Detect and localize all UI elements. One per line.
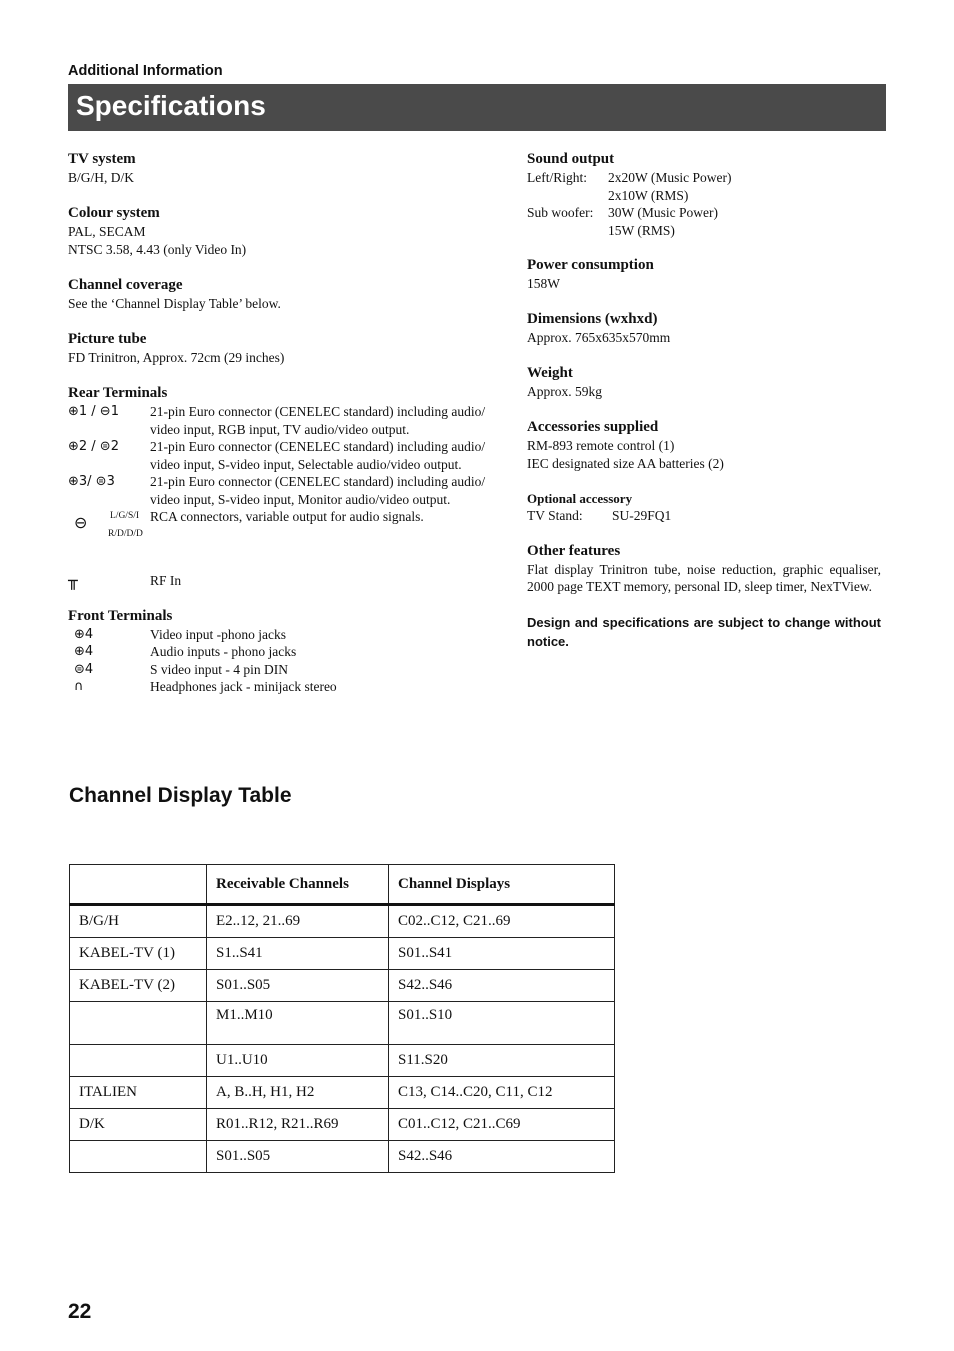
table-cell: S1..S41: [207, 938, 389, 970]
rca-left-label: L/G/S/I: [110, 511, 140, 521]
sound-row: [527, 204, 881, 222]
dimensions-value: Approx. 765x635x570mm: [527, 330, 671, 345]
optional-heading: Optional accessory: [527, 491, 633, 506]
weight-value: Approx. 59kg: [527, 384, 602, 399]
rear-terminal-rca: [68, 508, 513, 562]
terminal-desc: Headphones jack - minijack stereo: [150, 679, 337, 694]
other-features-heading: Other features: [527, 542, 621, 559]
rear-terminal-rf: [68, 572, 513, 590]
table-header-row: [70, 865, 615, 905]
table-header: [70, 865, 207, 905]
table-cell: KABEL-TV (1): [70, 938, 207, 970]
rca-right-label: R/D/D/D: [108, 529, 143, 539]
table-cell: C13, C14..C20, C11, C12: [389, 1077, 615, 1109]
accessory-line: RM-893 remote control (1): [527, 438, 675, 453]
sound-key: Sub woofer:: [527, 205, 594, 220]
right-column: [527, 150, 881, 651]
table-cell: M1..M10: [207, 1002, 389, 1045]
table-cell: D/K: [70, 1109, 207, 1141]
table-cell: R01..R12, R21..R69: [207, 1109, 389, 1141]
table-cell: S01..S05: [207, 1141, 389, 1173]
channel-table-title: Channel Display Table: [69, 784, 292, 807]
table-row: [70, 1109, 615, 1141]
channel-table: [69, 864, 615, 1173]
audio-out-icon: ⊖: [74, 513, 88, 532]
page-number: 22: [68, 1300, 92, 1323]
scart-icon: ⊕2 / ⊜2: [68, 439, 119, 454]
video-input-icon: ⊕4: [74, 626, 94, 642]
optional-row: [527, 507, 881, 525]
sound-output-heading: Sound output: [527, 151, 615, 167]
terminal-desc: video input, RGB input, TV audio/video output.: [150, 421, 410, 437]
audio-input-icon: ⊕4: [74, 644, 94, 659]
accessories-heading: Accessories supplied: [527, 419, 659, 435]
terminal-desc: RF In: [150, 573, 182, 588]
table-cell: [70, 1045, 207, 1077]
power-heading: Power consumption: [527, 257, 654, 273]
other-features-value: Flat display Trinitron tube, noise reduction, graphic equaliser, 2000 page TEXT memory, personal ID, sleep timer, NexTView.: [527, 561, 881, 594]
scart-icon: ⊕1 / ⊖1: [68, 404, 119, 419]
table-header: Channel Displays: [389, 865, 615, 905]
colour-system-line: PAL, SECAM: [68, 224, 146, 239]
tv-system-value: B/G/H, D/K: [68, 170, 135, 185]
table-row: [70, 1002, 615, 1045]
table-row: [70, 1141, 615, 1173]
accessory-line: IEC designated size AA batteries (2): [527, 456, 724, 471]
table-cell: ITALIEN: [70, 1077, 207, 1109]
page-title: Specifications: [76, 90, 266, 121]
picture-tube-heading: Picture tube: [68, 331, 147, 347]
sound-value: 15W (RMS): [608, 222, 675, 238]
power-value: 158W: [527, 276, 560, 291]
table-row: [70, 938, 615, 970]
table-cell: S01..S10: [389, 1002, 615, 1045]
channel-coverage-value: See the ‘Channel Display Table’ below.: [68, 296, 281, 311]
headphones-icon: ∩: [74, 679, 84, 694]
table-cell: E2..12, 21..69: [207, 905, 389, 938]
table-cell: U1..U10: [207, 1045, 389, 1077]
table-row: [70, 1077, 615, 1109]
terminal-desc: 21-pin Euro connector (CENELEC standard) including audio/: [150, 439, 486, 454]
table-cell: S11.S20: [389, 1045, 615, 1077]
sound-key: [527, 222, 608, 240]
table-cell: A, B..H, H1, H2: [207, 1077, 389, 1109]
terminal-desc: Video input -phono jacks: [150, 626, 287, 642]
terminal-desc: video input, S-video input, Monitor audio/video output.: [150, 491, 451, 507]
table-row: [70, 970, 615, 1002]
sound-row: [527, 169, 881, 187]
terminal-desc: S video input - 4 pin DIN: [150, 661, 288, 677]
table-cell: C02..C12, C21..69: [389, 905, 615, 938]
terminal-desc: 21-pin Euro connector (CENELEC standard) including audio/: [150, 474, 486, 489]
channel-coverage-heading: Channel coverage: [68, 277, 183, 293]
tv-system-heading: TV system: [68, 151, 136, 167]
sound-value: 30W (Music Power): [608, 205, 718, 220]
table-cell: B/G/H: [70, 905, 207, 938]
front-terminal-item: [68, 678, 513, 696]
terminal-desc: video input, S-video input, Selectable audio/video output.: [150, 456, 462, 472]
table-cell: S42..S46: [389, 970, 615, 1002]
front-terminal-item: [68, 643, 513, 661]
rear-terminal-item: [68, 473, 513, 508]
weight-heading: Weight: [527, 365, 573, 381]
colour-system-heading: Colour system: [68, 205, 160, 221]
scart-icon: ⊕3/ ⊜3: [68, 474, 115, 489]
optional-key: TV Stand:: [527, 508, 583, 523]
section-label: Additional Information: [68, 63, 223, 79]
table-cell: C01..C12, C21..C69: [389, 1109, 615, 1141]
left-column: [68, 150, 513, 696]
front-terminal-item: [68, 661, 513, 679]
front-terminal-item: [68, 626, 513, 644]
antenna-icon: ╥: [68, 571, 78, 590]
terminal-desc: 21-pin Euro connector (CENELEC standard) including audio/: [150, 404, 486, 419]
terminal-desc: RCA connectors, variable output for audio signals.: [150, 509, 424, 524]
table-cell: KABEL-TV (2): [70, 970, 207, 1002]
sound-row: [527, 187, 881, 205]
dimensions-heading: Dimensions (wxhxd): [527, 311, 658, 327]
table-row: [70, 905, 615, 938]
picture-tube-value: FD Trinitron, Approx. 72cm (29 inches): [68, 350, 285, 365]
s-video-icon: ⊜4: [74, 661, 94, 677]
optional-value: SU-29FQ1: [612, 508, 672, 523]
terminal-desc: Audio inputs - phono jacks: [150, 644, 297, 659]
sound-value: 2x10W (RMS): [608, 187, 689, 203]
rear-terminal-item: [68, 438, 513, 473]
title-bar: [68, 84, 886, 131]
table-cell: [70, 1141, 207, 1173]
table-cell: [70, 1002, 207, 1045]
table-row: [70, 1045, 615, 1077]
sound-key: [527, 187, 608, 205]
colour-system-line: NTSC 3.58, 4.43 (only Video In): [68, 242, 247, 257]
table-header: Receivable Channels: [207, 865, 389, 905]
table-cell: S42..S46: [389, 1141, 615, 1173]
sound-key: Left/Right:: [527, 170, 587, 185]
sound-row: [527, 222, 881, 240]
sound-value: 2x20W (Music Power): [608, 170, 732, 185]
table-cell: S01..S05: [207, 970, 389, 1002]
rear-terminal-item: [68, 403, 513, 438]
table-cell: S01..S41: [389, 938, 615, 970]
front-terminals-heading: Front Terminals: [68, 607, 173, 624]
rear-terminals-heading: Rear Terminals: [68, 385, 168, 401]
disclaimer-note: Design and specifications are subject to change without notice.: [527, 614, 881, 649]
